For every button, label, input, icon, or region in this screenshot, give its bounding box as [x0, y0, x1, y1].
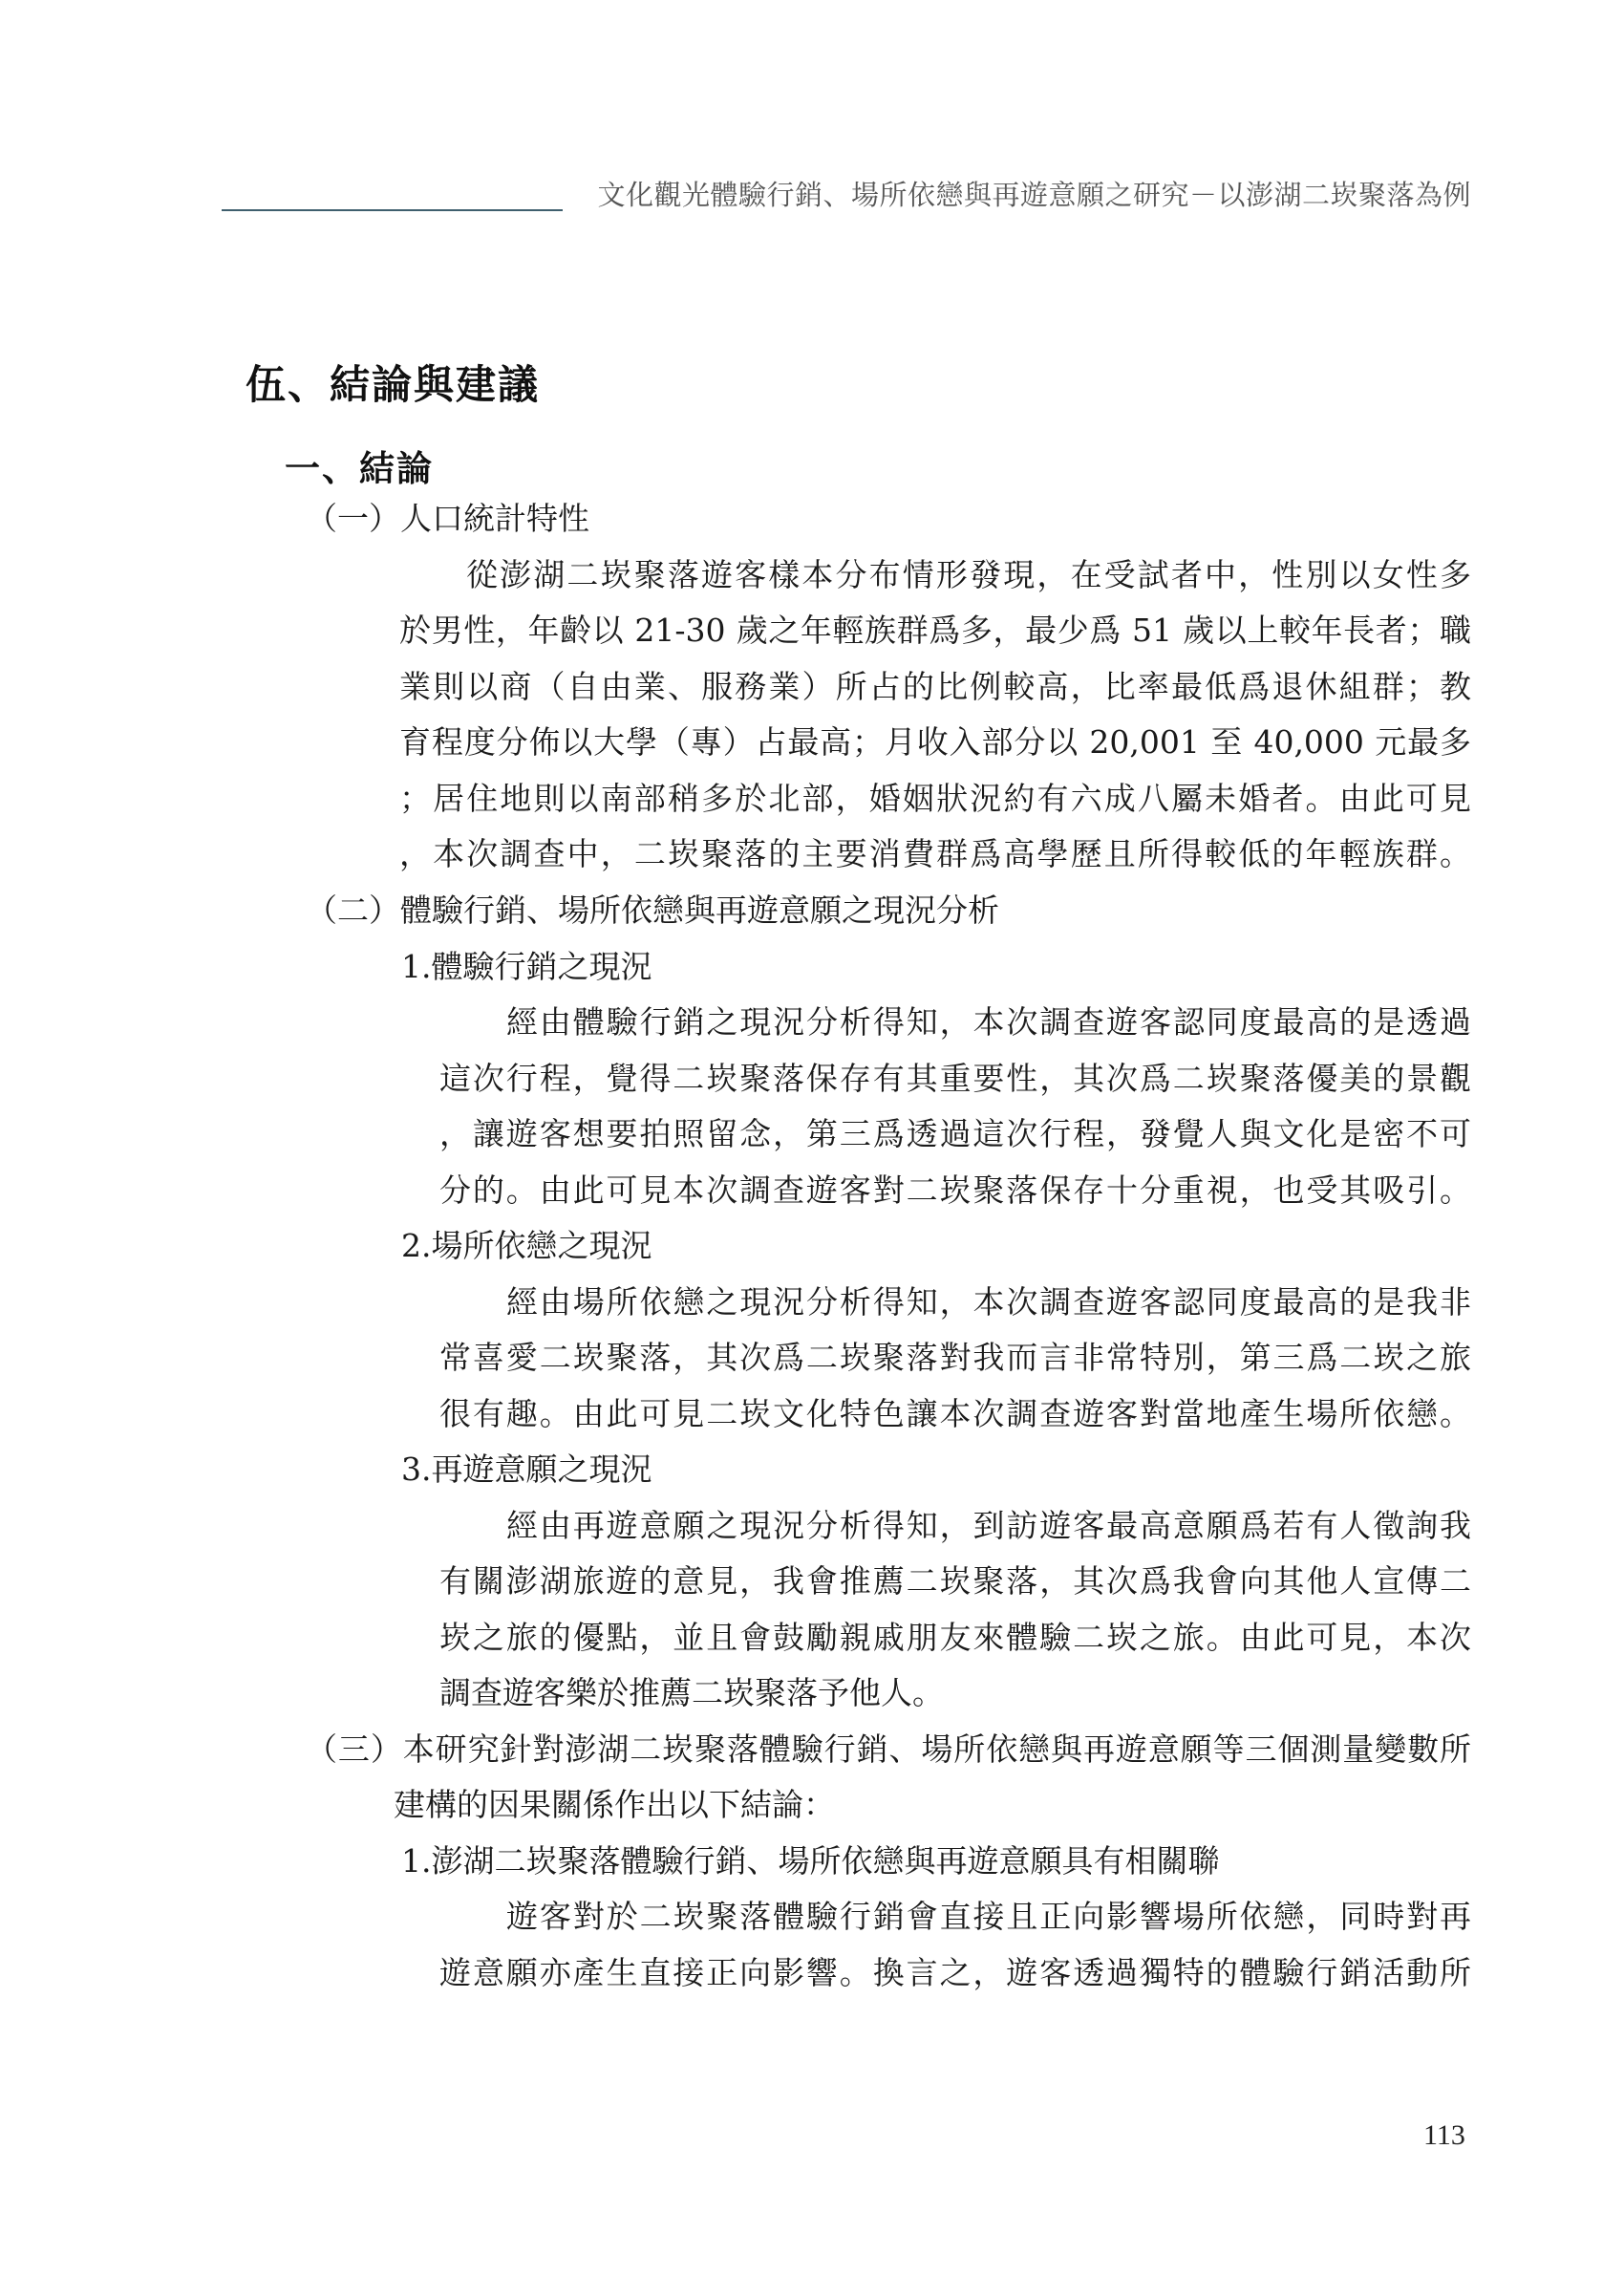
paragraph-line: ，本次調查中，二崁聚落的主要消費群爲高學歷且所得較低的年輕族群。 — [399, 835, 1471, 872]
paragraph-line: 於男性，年齡以 21-30 歲之年輕族群爲多，最少爲 51 歲以上較年長者；職 — [399, 612, 1471, 649]
paragraph-line: 經由場所依戀之現況分析得知，本次調查遊客認同度最高的是我非 — [506, 1283, 1471, 1321]
paragraph-line: 這次行程，覺得二崁聚落保存有其重要性，其次爲二崁聚落優美的景觀 — [439, 1060, 1471, 1097]
header-rule — [222, 209, 563, 211]
paragraph-line: 經由再遊意願之現況分析得知，到訪遊客最高意願爲若有人徵詢我 — [506, 1507, 1471, 1544]
paragraph-line: 崁之旅的優點，並且會鼓勵親戚朋友來體驗二崁之旅。由此可見，本次 — [439, 1619, 1471, 1656]
paragraph-line: 遊意願亦產生直接正向影響。換言之，遊客透過獨特的體驗行銷活動所 — [439, 1954, 1471, 1991]
item-3-heading: （三）本研究針對澎湖二崁聚落體驗行銷、場所依戀與再遊意願等三個測量變數所 — [306, 1730, 1471, 1768]
paragraph-line: 常喜愛二崁聚落，其次爲二崁聚落對我而言非常特別，第三爲二崁之旅 — [439, 1339, 1471, 1376]
paragraph-line: 分的。由此可見本次調查遊客對二崁聚落保存十分重視，也受其吸引。 — [439, 1171, 1471, 1209]
section-title: 伍、結論與建議 — [246, 361, 541, 408]
subitem-heading: 1.澎湖二崁聚落體驗行銷、場所依戀與再遊意願具有相關聯 — [401, 1842, 1220, 1880]
paragraph-line: 業則以商（自由業、服務業）所占的比例較高，比率最低爲退休組群；教 — [399, 668, 1471, 705]
subitem-heading: 3.再遊意願之現況 — [401, 1451, 652, 1488]
paragraph-line: 有關澎湖旅遊的意見，我會推薦二崁聚落，其次爲我會向其他人宣傳二 — [439, 1562, 1471, 1600]
paragraph-line: 調查遊客樂於推薦二崁聚落予他人。 — [439, 1674, 944, 1711]
paragraph-line: 育程度分佈以大學（專）占最高；月收入部分以 20,001 至 40,000 元最多 — [399, 723, 1471, 761]
subitem-heading: 1.體驗行銷之現況 — [401, 948, 652, 985]
item-3-heading-cont: 建構的因果關係作出以下結論： — [394, 1786, 835, 1823]
subsection-title: 一、結論 — [285, 448, 434, 489]
running-title: 文化觀光體驗行銷、場所依戀與再遊意願之研究－以澎湖二崁聚落為例 — [597, 179, 1471, 211]
subitem-heading: 2.場所依戀之現況 — [401, 1227, 652, 1264]
paragraph-line: ；居住地則以南部稍多於北部，婚姻狀況約有六成八屬未婚者。由此可見 — [399, 780, 1471, 817]
paragraph-line: 從澎湖二崁聚落遊客樣本分布情形發現，在受試者中，性別以女性多 — [466, 556, 1471, 593]
paragraph-line: ，讓遊客想要拍照留念，第三爲透過這次行程，發覺人與文化是密不可 — [439, 1115, 1471, 1152]
item-2-heading: （二）體驗行銷、場所依戀與再遊意願之現況分析 — [306, 892, 999, 929]
paragraph-line: 遊客對於二崁聚落體驗行銷會直接且正向影響場所依戀，同時對再 — [506, 1898, 1471, 1935]
paragraph-line: 經由體驗行銷之現況分析得知，本次調查遊客認同度最高的是透過 — [506, 1003, 1471, 1041]
paragraph-line: 很有趣。由此可見二崁文化特色讓本次調查遊客對當地產生場所依戀。 — [439, 1395, 1471, 1432]
page-number: 113 — [1423, 2119, 1465, 2151]
item-1-heading: （一）人口統計特性 — [306, 500, 589, 537]
